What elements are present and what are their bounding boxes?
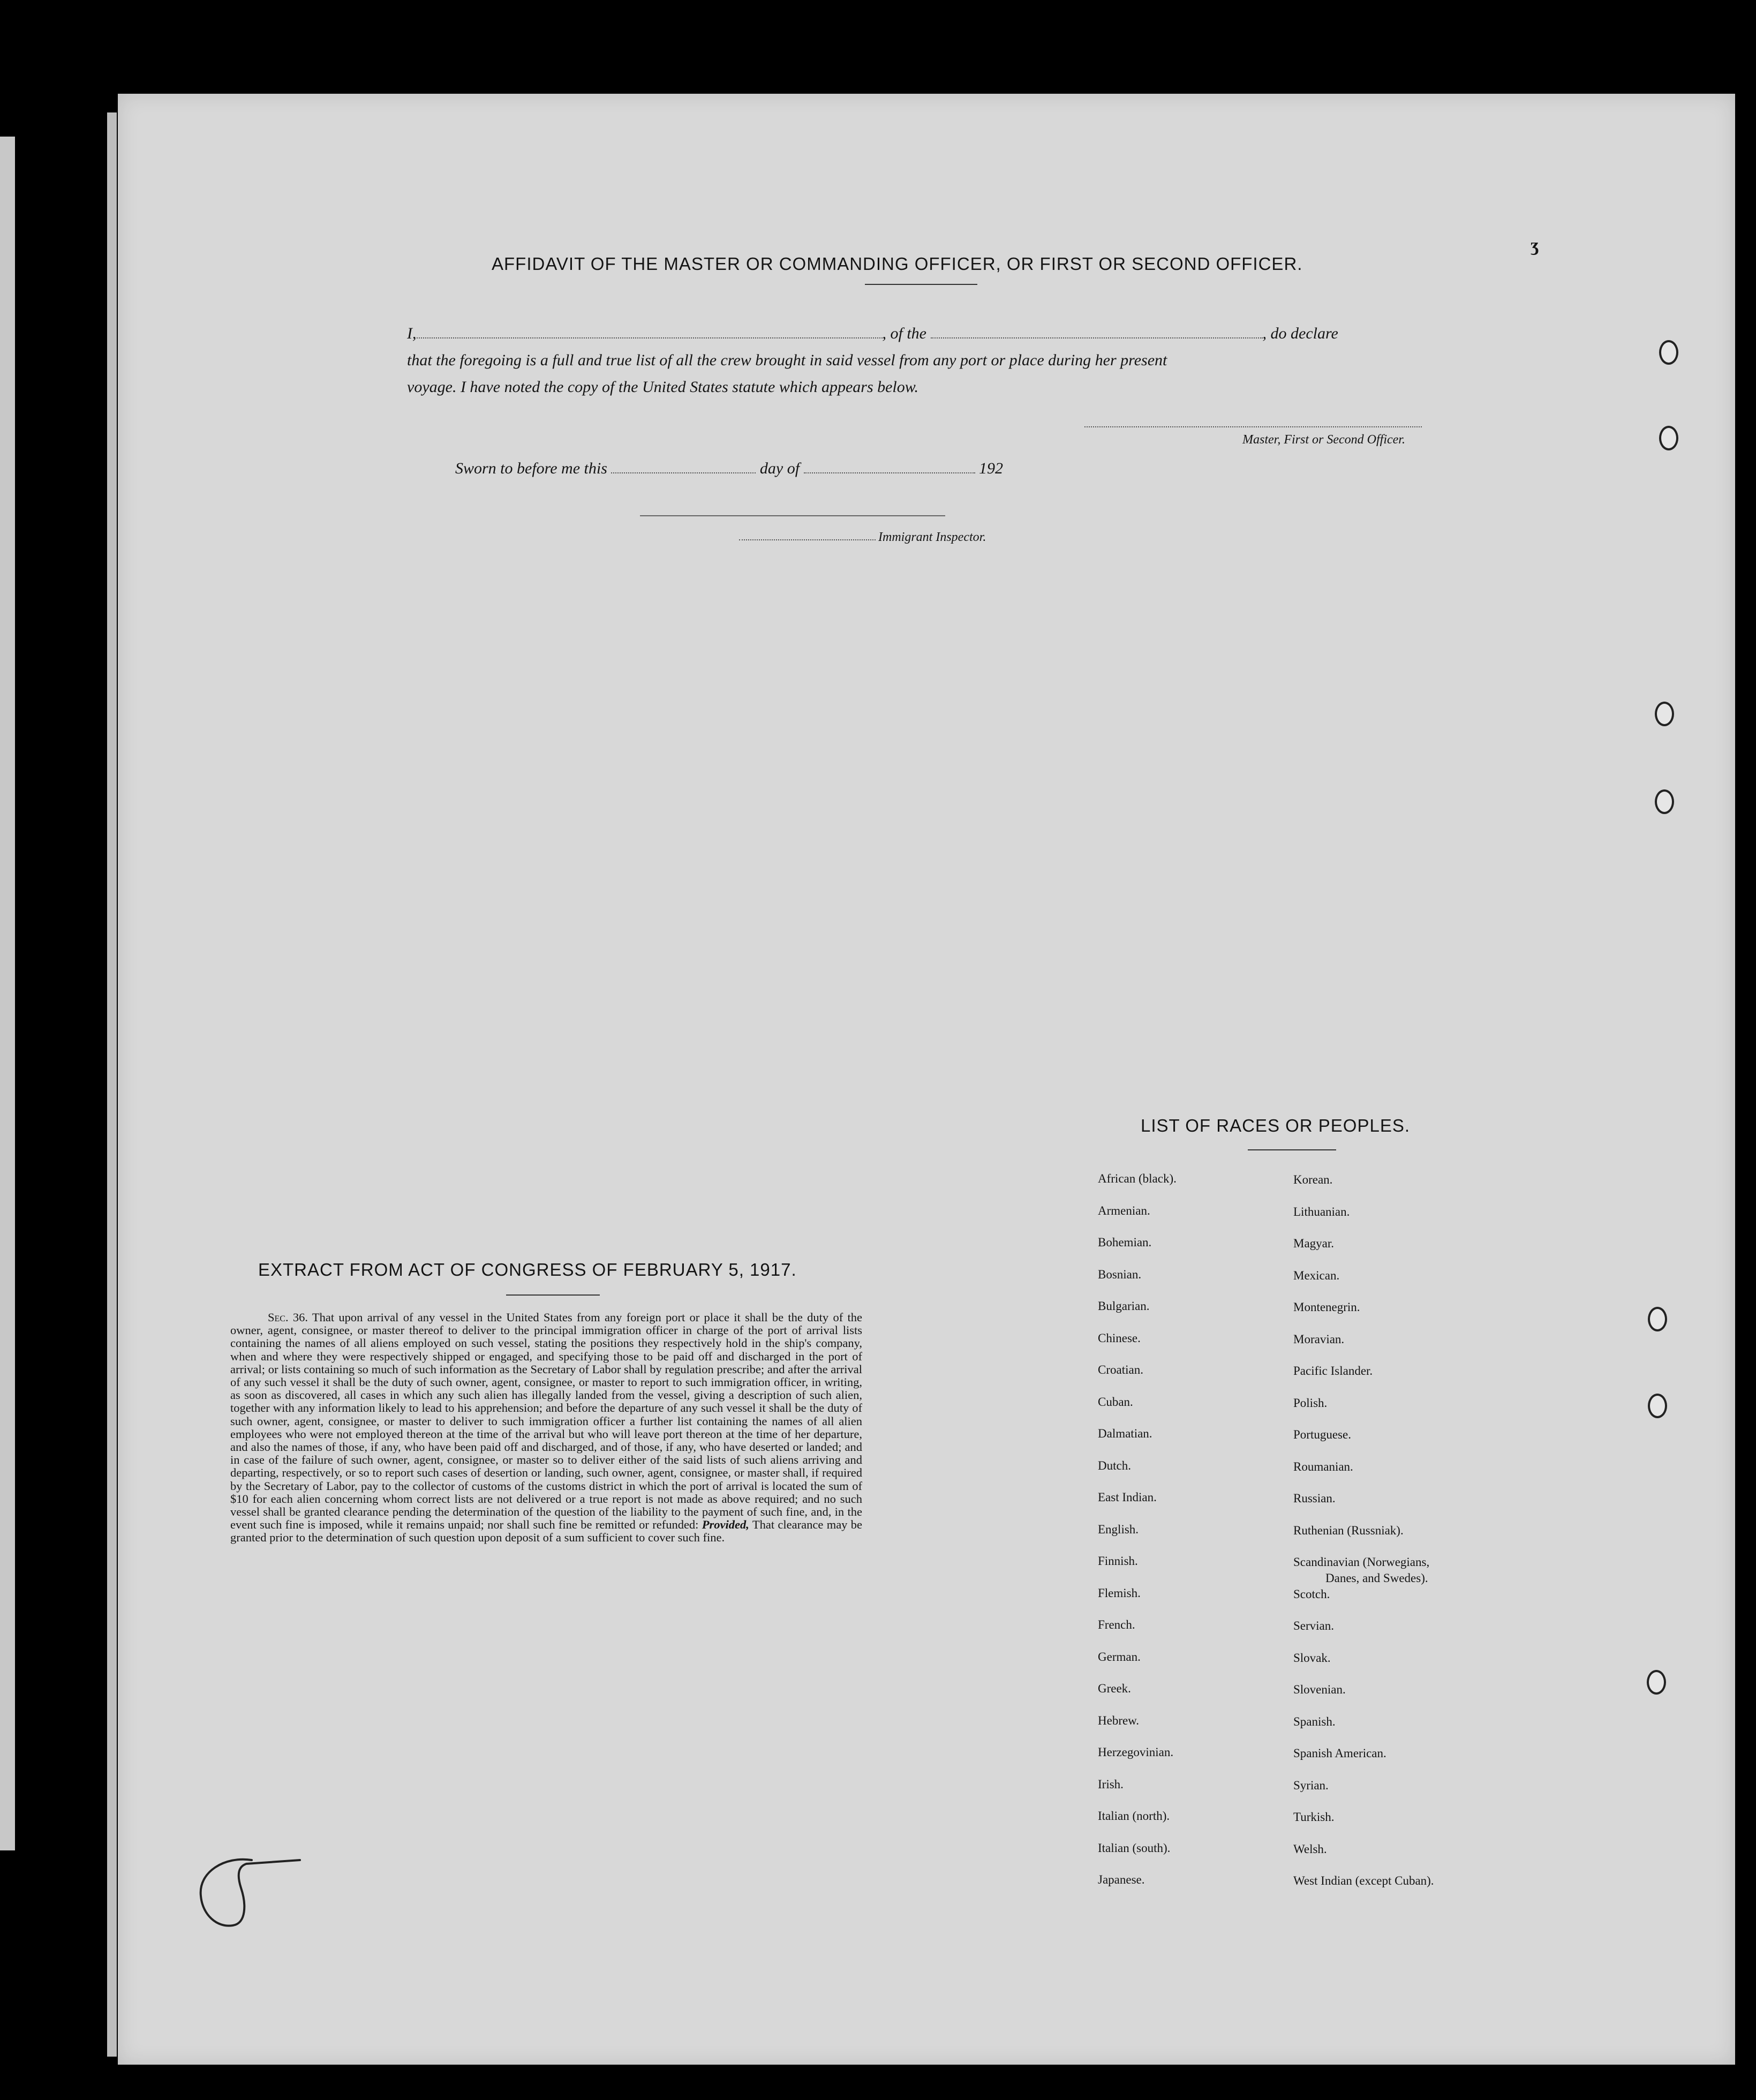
races-title: LIST OF RACES OR PEOPLES. [1141,1116,1411,1135]
officer-name-field[interactable] [417,337,883,338]
extract-body [230,1311,862,1545]
do-declare-label: , do declare [1262,325,1338,342]
race-item: Croatian. [1098,1363,1143,1376]
race-item: Magyar. [1293,1237,1335,1250]
page-mark: ʒ [1531,236,1539,255]
race-item: Roumanian. [1293,1459,1353,1473]
race-item: Scotch. [1293,1587,1330,1601]
binder-hole [1659,340,1678,365]
extract-title-underline [506,1294,600,1296]
races-column-1 [1098,1172,1177,1905]
i-label: I, [407,325,417,342]
section-label: Sec. 36. [268,1311,308,1324]
race-item: Moravian. [1293,1332,1345,1346]
race-item: Turkish. [1293,1810,1335,1824]
binder-hole [1655,789,1674,814]
year-prefix: 192 [979,460,1004,477]
page-edge [107,112,117,2057]
race-item: Welsh. [1293,1842,1327,1856]
race-item: Servian. [1293,1619,1335,1632]
race-item: Scandinavian (Norwegians, [1293,1555,1430,1569]
race-item: Syrian. [1293,1778,1329,1792]
affidavit-title-underline [865,284,977,285]
inspector-signature-upper-line[interactable] [640,515,945,516]
race-item: African (black). [1098,1172,1177,1185]
binder-hole [1659,426,1678,450]
vessel-name-field[interactable] [931,337,1263,338]
race-item: Portuguese. [1293,1428,1351,1441]
race-item: Italian (north). [1098,1809,1170,1823]
race-item: West Indian (except Cuban). [1293,1874,1434,1887]
bleed-through-text [246,212,255,236]
sworn-day-field[interactable] [611,472,756,473]
race-item: Armenian. [1098,1203,1150,1217]
race-item: Bohemian. [1098,1236,1152,1249]
race-item: Slovenian. [1293,1683,1346,1696]
provided-label: Provided, [702,1518,749,1532]
binder-hole [1648,1307,1667,1331]
race-item: Hebrew. [1098,1713,1140,1727]
race-item: Danes, and Swedes). [1325,1571,1428,1585]
master-signature-line[interactable] [1084,426,1422,427]
race-item: Finnish. [1098,1554,1138,1568]
race-item: Lithuanian. [1293,1205,1350,1218]
extract-title: EXTRACT FROM ACT OF CONGRESS OF FEBRUARY 5, 1917. [258,1260,797,1279]
affidavit-line-1 [407,320,1441,347]
sworn-line [455,460,1003,478]
affidavit-statement [407,320,1441,401]
handwritten-mark-icon [187,1850,316,1936]
affidavit-title: AFFIDAVIT OF THE MASTER OR COMMANDING OFFICER, OR FIRST OR SECOND OFFICER. [492,254,1303,274]
race-item: Dalmatian. [1098,1427,1152,1440]
day-of-label: day of [759,460,800,477]
race-item: Mexican. [1293,1268,1340,1282]
race-item: Bulgarian. [1098,1299,1150,1313]
inspector-label: Immigrant Inspector. [878,530,986,544]
race-item: English. [1098,1522,1139,1536]
race-item: Flemish. [1098,1586,1141,1600]
race-item: Chinese. [1098,1331,1141,1345]
inspector-signature-line[interactable] [739,539,876,540]
race-item: Herzegovinian. [1098,1745,1174,1759]
affidavit-line-3: voyage. I have noted the copy of the United States statute which appears below. [407,378,919,396]
race-item: Ruthenian (Russniak). [1293,1523,1404,1537]
race-item: Pacific Islander. [1293,1364,1373,1378]
race-item: Japanese. [1098,1873,1145,1886]
race-item: Russian. [1293,1492,1336,1505]
sworn-prefix: Sworn to before me this [455,460,607,477]
race-item: Bosnian. [1098,1267,1142,1281]
adjacent-page-strip [0,137,15,1850]
race-item: Irish. [1098,1777,1124,1791]
race-item: German. [1098,1650,1141,1664]
race-item: Slovak. [1293,1651,1331,1665]
binder-hole [1655,702,1674,726]
extract-text-part2: That clearance may be granted prior to the determination of such question upon deposit of a sum sufficient to cover such fine. [230,1518,863,1545]
races-column-2 [1293,1173,1434,1906]
race-item: East Indian. [1098,1491,1157,1504]
race-item: Spanish American. [1293,1747,1386,1760]
race-item: Montenegrin. [1293,1300,1360,1314]
race-item: Spanish. [1293,1714,1336,1728]
affidavit-line-2: that the foregoing is a full and true list of all the crew brought in said vessel from any port or place during her present [407,351,1167,369]
of-the-label: , of the [882,325,926,342]
race-item: Greek. [1098,1682,1131,1695]
race-item: Polish. [1293,1396,1328,1410]
master-signature-label: Master, First or Second Officer. [1242,433,1405,447]
race-item: Dutch. [1098,1458,1131,1472]
binder-hole [1648,1394,1667,1418]
binder-hole [1647,1670,1666,1695]
race-item: Cuban. [1098,1395,1133,1409]
race-item: Korean. [1293,1173,1333,1186]
races-title-underline [1248,1149,1336,1150]
sworn-month-field[interactable] [804,472,975,473]
extract-text-part1: That upon arrival of any vessel in the United States from any foreign port or place it shall be the duty of the owner, agent, consignee, or master thereof to deliver to the principal immigration officer in charge of the port of arrival lists containing the names of all aliens employed on such vessel, stating the positions they respectively hold in the ship's company, when and where they were respectively shipped or engaged, and specifying those to be paid off and discharged in the port of arrival; or lists containing so much of such information as the Secretary of Labor shall by regulation prescribe; and after the arrival of any such vessel it shall be the duty of such owner, agent, consignee, or master to report to such immigration officer, in writing, as soon as discovered, all cases in which any such alien has illegally landed from the vessel, giving a description of such alien, together with any information likely to lead to his apprehension; and before the departure of any such vessel it shall be the duty of such owner, agent, consignee, or master to deliver to such immigration officer a further list containing the names of all alien employees who were not employed thereon at the time of the arrival but who will leave port thereon at the time of her departure, and also the names of those, if any, who have been paid off and discharged, and of those, if any, who have deserted or landed; and in case of the failure of such owner, agent, consignee, or master so to deliver either of the said lists of such aliens arriving and departing, respectively, or so to report such cases of desertion or landing, such owner, agent, consignee, or master shall, if required by the Secretary of Labor, pay to the collector of customs of the customs district in which the port of arrival is located the sum of $10 for each alien concerning whom correct lists are not delivered or a true report is not made as above required; and no such vessel shall be granted clearance pending the determination of the question of the liability to the payment of such fine, and, in the event such fine is imposed, while it remains unpaid; nor shall such fine be remitted or refunded: [230,1311,862,1532]
race-item: French. [1098,1618,1135,1631]
race-item: Italian (south). [1098,1841,1171,1855]
